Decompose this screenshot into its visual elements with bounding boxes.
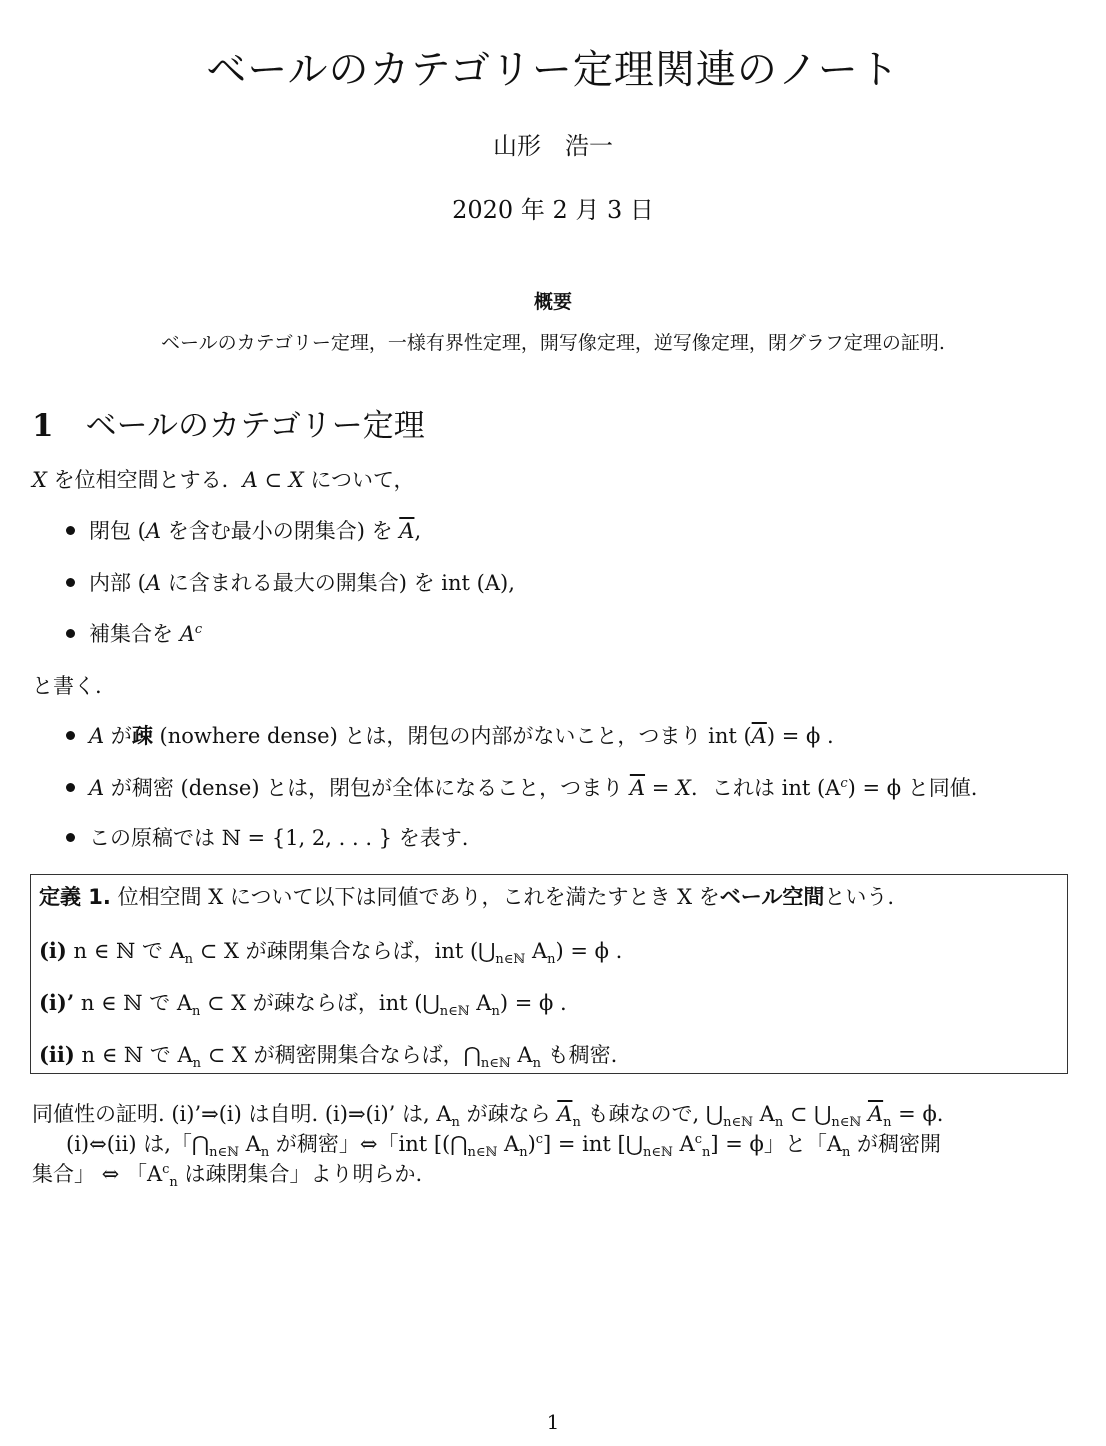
definition-label: 定義 1. <box>39 885 111 909</box>
date: 2020 年 2 月 3 日 <box>452 196 654 224</box>
abstract-text: ベールのカテゴリー定理，一様有界性定理，開写像定理，逆写像定理，閉グラフ定理の証明. <box>161 332 945 354</box>
document-title: ベールのカテゴリー定理関連のノート <box>206 47 900 93</box>
intro-paragraph: X を位相空間とする．A ⊂ X について， <box>32 468 415 492</box>
definition-item-ii: (ii) n ∈ ℕ で $A_n$ ⊂ X が稠密開集合ならば，$⋂_{n\in ℕ}$ $A_n$ も稠密. <box>39 1042 618 1072</box>
definition-item-i: (i) n ∈ ℕ で $A_n$ ⊂ X が疎閉集合ならば，int ($⋃_{n\in ℕ}$ $A_n) = \phi$ . <box>39 938 623 968</box>
abstract-heading: 概要 <box>533 291 572 313</box>
section-number: 1 <box>32 408 54 444</box>
author: 山形 浩一 <box>493 132 613 160</box>
section-heading <box>32 400 425 445</box>
write-text: と書く. <box>32 674 102 698</box>
list-item-dense: A が稠密 (dense) とは，閉包が全体になること，つまり $\overline{A} = X$．これは int $(A^c) = \phi$ と同値. <box>66 772 977 802</box>
proof-line-2: (i)⇔(ii) は,「$⋂_{n\in ℕ}$ $A_n$ が稠密」⇔「int [($⋂_{n\in ℕ}$ $A_n)^c$] = int [$⋃_{n\in ℕ}$ $A^c_n] = \phi$」と「$A_n$ が稠密開 <box>66 1132 942 1161</box>
proof-line-1: 同値性の証明. (i)’⇒(i) は自明. (i)⇒(i)’ は, $A_n$ が疎なら $\overline{A}_n$ も疎なので, $⋃_{n\in ℕ}$ $A_n$ ⊂ $⋃_{n\in ℕ}$ $\overline{A}_n = \phi$. <box>32 1102 944 1131</box>
list-item-closure: 閉包 (A を含む最小の閉集合) を $\overline{A}$, <box>66 515 421 545</box>
bullet-icon <box>66 578 75 587</box>
bullet-icon <box>66 526 75 535</box>
bullet-icon <box>66 731 75 740</box>
definition-statement: 定義 1. 位相空間 X について以下は同値であり，これを満たすとき X をベール空間という. <box>39 885 895 909</box>
definition-item-i-prime: (i)’ n ∈ ℕ で $A_n$ ⊂ X が疎ならば，int ($⋃_{n\in ℕ}$ $A_n) = \phi$ . <box>39 990 567 1020</box>
list-item-naturals: この原稿では ℕ = {1, 2, . . . } を表す. <box>66 822 468 852</box>
proof-line-3: 集合」 ⇔ 「$A^c_n$ は疎閉集合」より明らか. <box>32 1162 423 1191</box>
bullet-icon <box>66 629 75 638</box>
bullet-icon <box>66 833 75 842</box>
section-title: ベールのカテゴリー定理 <box>85 408 425 444</box>
list-item-nowhere-dense: A が疎 (nowhere dense) とは，閉包の内部がないこと，つまり int $(\overline{A}) = \phi$ . <box>66 720 834 750</box>
page-number: 1 <box>546 1410 560 1434</box>
bullet-icon <box>66 783 75 792</box>
definition-box <box>30 874 1068 1074</box>
term-nowhere-dense: 疎 <box>131 724 153 748</box>
list-item-interior: 内部 (A に含まれる最大の開集合) を int (A), <box>66 567 515 597</box>
list-item-complement: 補集合を $A^c$ <box>66 618 202 648</box>
definition-term: ベール空間 <box>719 885 825 909</box>
